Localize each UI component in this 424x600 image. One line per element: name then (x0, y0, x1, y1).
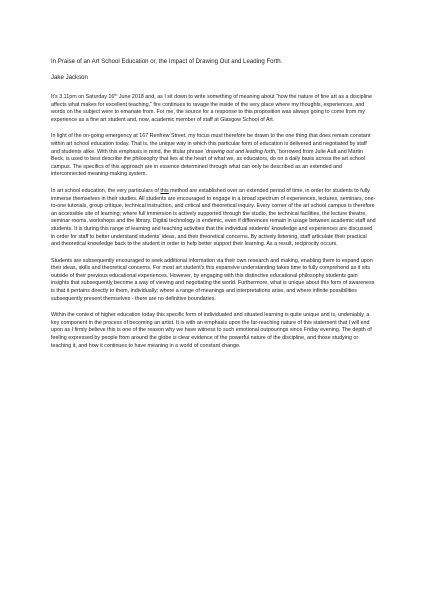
paragraph-3 (51, 188, 376, 249)
paragraph-3-text-a: In art school education, the very particulars of (51, 187, 161, 194)
paragraph-2-text-b: ,’ borrowed from Julie Ault and Martin Beck, is used to best describe the philosophy that lies at the heart of what we, as educators, do on a daily basis across the art school campus. The specifics of this approach are in essence determined through what can only be described as an extended and interconnected meaning-making system. (51, 148, 365, 178)
paragraph-1-text-a: It’s 3.11pm on Saturday 16 (51, 94, 115, 100)
paragraph-2-text-a: In light of the on-going emergency at 167 Renfrew Street, my focus must therefore be drawn to the one thing that does remain constant within art school education today. That is, the unique way in which this particular form of education is delivered and negotiated by staff and students alike. With this emphasis in mind, the titular phrase ‘ (51, 133, 371, 155)
document-title: In Praise of an Art School Education or, the Impact of Drawing Out and Leading Forth. (51, 58, 283, 65)
paragraph-2 (51, 133, 376, 179)
paragraph-5: Within the context of higher education today this specific form of individuated and situated learning is quite unique and is, undeniably, a key component in the process of becoming an artist. It is with an emphasis upon the far-reaching nature of this statement that I will end upon as I firmly believe this is one of the reason why we have witness to such emotional outpourings since Friday evening. The depth of feeling expressed by people from around the globe is clear evidence of the powerful nature of the discipline, and those studying or teaching it, and how it continues to have meaning in a world of constant change. (51, 312, 372, 349)
paragraph-4: Students are subsequently encouraged to seek additional information via their own research and making, enabling them to expand upon their ideas, skills and theoretical concerns. For most art student’s this expansive understanding takes time to fully comprehend as it sits outside of their previous educational experiences. However, by engaging with this distinctive educational philosophy students gain insights that subsequently become a way of viewing and negotiating the world. Furthermore, what is unique about this form of awareness is that it pertains directly to them, individually; where a range of meanings and interpretations arise, and where infinite possibilities subsequently present themselves - there are no definitive boundaries. (51, 257, 375, 302)
paragraph-2-quote: drawing out and leading forth (206, 148, 275, 155)
paragraph-1-text-b: June 2018 and, as I sit down to write something of meaning about “how the nature of fine art as a discipline affects what makes for excellent teaching,” fire continues to ravage the inside of the very place where my thoughts, experiences, and words on the subject were to emanate from. For me, the source for a response to this proposition was always going to come from my experience as a fine art student and, now, academic member of staff at Glasgow School of Art. (51, 94, 372, 123)
author-name: Jake Jackson (51, 74, 88, 81)
paragraph-1 (51, 94, 376, 124)
paragraph-3-text-b: method are established over an extended period of time, in order for students to fully immerse themselves in their studies. All students are encouraged to engage in a broad spectrum of experiences, lectures, seminars, one-to-one tutorials, group critique, technical instruction, and critical and theoretical inquiry. Every corner of the art school campus is therefore an accessible site of learning; where full immersion is actively supported through the studio, the technical facilities, the lecture theatre, seminar rooms, workshops and the library. Digital technology is endemic, even if differences remain in usage between academic staff and students. It is during this range of learning and teaching activities that the individual students’ knowledge and experiences are discussed in order for staff to better understand students’ ideas, and their theoretical concerns. By actively listening, staff articulate their practical and theoretical knowledge back to the student in order to help better support their learning. As a result, reciprocity occurs. (51, 187, 376, 248)
document-page (51, 58, 376, 359)
date-ordinal-suffix: th (114, 93, 118, 97)
paragraph-3-underlined-word: this (160, 187, 169, 194)
